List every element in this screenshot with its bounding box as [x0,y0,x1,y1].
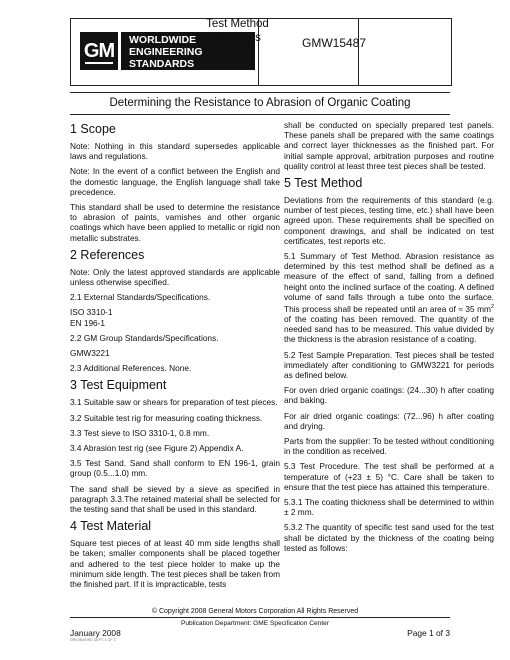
procedure-5-3: 5.3 Test Procedure. The test shall be performed at a temperature of (+23 ± 5) °C. Care shall be taken to ensure that the test piece has attained this temperature. [284,461,494,492]
material-text: Square test pieces of at least 40 mm side lengths shall be taken; smaller components shall be placed together and adhered to the test piece holder to make up the minimum side length. The test pieces shall be taken from the finished part. If it is impracticable, tests [70,538,280,590]
references-heading: 2 References [70,247,145,262]
test-method-heading: 5 Test Method [284,176,363,191]
left-column [70,120,280,594]
right-column [284,120,494,558]
equipment-3-2: 3.2 Suitable test rig for measuring coating thickness. [70,412,263,423]
scope-note-2: Note: In the event of a conflict between the English and the domestic language, the English language shall take precedence. [70,166,280,197]
material-heading: 4 Test Material [70,519,152,534]
gm-logo: GM [80,32,118,70]
oven-dried-value: (24...30) h after coating and baking. [284,385,494,406]
page-number: Page 1 of 3 [407,628,450,638]
air-dried-row [284,411,494,431]
doc-type: Test Method Materials [206,18,269,44]
sample-prep-5-2: 5.2 Test Sample Preparation. Test pieces shall be tested immediately after conditioning to GMW3221 for periods as defined below. [284,349,494,381]
procedure-5-3-1: 5.3.1 The coating thickness shall be determined to within ± 2 mm. [284,497,494,518]
oven-dried-row [284,385,494,405]
supplier-value: To be tested without conditioning in the condition as received. [284,436,495,457]
equipment-3-5-sieve: The sand shall be sieved by a sieve as specified in paragraph 3.3.The retained material shall be selected for the testing sand that shall be used in this standard. [70,483,280,515]
gm-standards: 2.2 GM Group Standards/Specifications. [70,332,219,343]
equipment-3-1: 3.1 Suitable saw or shears for preparation of test pieces. [70,397,278,408]
air-dried-value: (72...96) h after coating and drying. [284,410,494,431]
supplier-row [284,436,494,456]
additional-references: 2.3 Additional References. None. [70,363,192,374]
procedure-5-3-2: 5.3.2 The quantity of specific test sand used for the test shall be dictated by the thickness of the coating being tested as follows: [284,522,494,553]
equipment-heading: 3 Test Equipment [70,378,167,393]
brand-block: WORLDWIDE ENGINEERING STANDARDS [121,32,255,70]
summary-5-1 [284,251,494,345]
scope-note-1: Note: Nothing in this standard supersedes applicable laws and regulations. [70,141,280,162]
air-dried-label: For air dried organic coatings: [284,410,400,421]
summary-5-1-sup: 2 [490,304,494,311]
scope-heading: 1 Scope [70,122,116,136]
material-text-cont: shall be conducted on specially prepared test panels. These panels shall be prepared with the same coatings and correct layer thicknesses as the finished part. For initial sample approval, arbitration purposes and routine quality control at least three test pieces shall be tested. [284,120,494,171]
footer-small-print: ORIGINATING DEPT. 1 OF 3 [70,638,116,642]
summary-5-1-a: 5.1 Summary of Test Method. Abrasion resistance as determined by this test method shall be defined as a measure of the effect of sand, falling from a defined height onto the inclined surface of the coating. A defined volume of sand falls through a tube onto the surface. This process shall be repeated until an area of ≈ 35 mm [284,251,494,314]
ref-iso: ISO 3310-1 [70,307,113,318]
equipment-3-4: 3.4 Abrasion test rig (see Figure 2) Appendix A. [70,443,244,454]
title-rule-top [70,92,450,93]
copyright: © Copyright 2008 General Motors Corporation All Rights Reserved [151,608,359,615]
ref-en: EN 196-1 [70,317,106,328]
summary-5-1-b: of the coating has been removed. The quantity of the needed sand has to be measured. This value divided by the thickness is the abrasion resistance of a coating. [284,314,494,345]
ref-gmw: GMW3221 [70,348,110,359]
equipment-3-5: 3.5 Test Sand. Sand shall conform to EN 196-1, grain group (0.5...1.0) mm. [70,458,280,479]
references-note: Note: Only the latest approved standards are applicable unless otherwise specified. [70,266,280,288]
test-method-text: Deviations from the requirements of this standard (e.g. number of test pieces, testing time, etc.) shall have been agreed upon. These requirements shall be specified on component drawings, and shall be indicated on test certificates, test reports etc. [284,195,494,246]
footer-date: January 2008 [70,628,121,638]
supplier-label: Parts from the supplier: [284,436,371,447]
title-rule-bottom [70,114,450,115]
footer-rule [70,617,450,618]
page-title: Determining the Resistance to Abrasion of Organic Coating [109,97,411,109]
external-standards: 2.1 External Standards/Specifications. [70,292,211,303]
doc-number: GMW15487 [301,36,367,50]
publication-dept: Publication Department: GME Specification Center [180,620,330,627]
scope-text: This standard shall be used to determine the resistance to abrasion of paints, varnishes and other organic coatings which have been applied to metallic or rigid non metallic substrates. [70,202,280,243]
oven-dried-label: For oven dried organic coatings: [284,385,405,396]
equipment-3-3: 3.3 Test sieve to ISO 3310-1, 0.8 mm. [70,427,210,438]
